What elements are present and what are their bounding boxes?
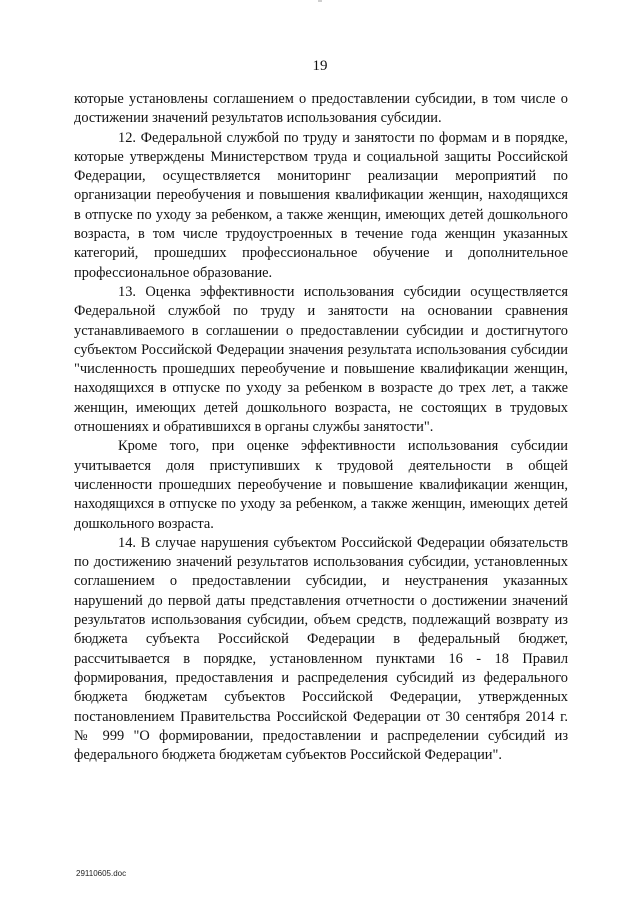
footer-filename: 29110605.doc [76,869,127,878]
paragraph-item-14: 14. В случае нарушения субъектом Российской Федерации обязательств по достижению значений результатов использования субсидии, установленных соглашением о предоставлении субсидии, и неустранения указанных нарушений до первой даты представления отчетности о достижении значений результатов использования субсидии, объем средств, подлежащий возврату из бюджета субъекта Российской Федерации в федеральный бюджет, рассчитывается в порядке, установленном пунктами 16 - 18 Правил формирования, предоставления и распределения субсидий из федерального бюджета бюджетам субъектов Российской Федерации, утвержденных постановлением Правительства Российской Федерации от 30 сентября 2014 г. № 999 "О формировании, предоставлении и распределении субсидий из федерального бюджета бюджетам субъектов Российской Федерации". [74,534,568,764]
paragraph-continuation: которые установлены соглашением о предоставлении субсидии, в том числе о достижении значений результатов использования субсидии. [74,91,568,127]
document-body [74,90,568,765]
page-number: 19 [312,58,328,74]
paragraph-additional-evaluation: Кроме того, при оценке эффективности использования субсидии учитывается доля приступивших к трудовой деятельности в общей численности прошедших переобучение и повышение квалификации женщин, находящихся в отпуске по уходу за ребенком, а также женщин, имеющих детей дошкольного возраста. [74,438,568,532]
paragraph-item-13: 13. Оценка эффективности использования субсидии осуществляется Федеральной службой по труду и занятости на основании сравнения устанавливаемого в соглашении о предоставлении субсидии и достигнутого субъектом Российской Федерации значения результата использования субсидии "численность прошедших переобучение и повышение квалификации женщин, находящихся в отпуске по уходу за ребенком в возрасте до трех лет, а также женщин, имеющих детей дошкольного возраста, не состоящих в трудовых отношениях и обратившихся в органы службы занятости". [74,283,568,436]
scan-mark [318,0,322,2]
paragraph-item-12: 12. Федеральной службой по труду и занятости по формам и в порядке, которые утверждены Министерством труда и социальной защиты Российской Федерации, осуществляется мониторинг реализации мероприятий по организации переобучения и повышения квалификации женщин, находящихся в отпуске по уходу за ребенком, а также женщин, имеющих детей дошкольного возраста, в том числе трудоустроенных в течение года женщин указанных категорий, прошедших профессиональное обучение и дополнительное профессиональное образование. [74,129,568,281]
